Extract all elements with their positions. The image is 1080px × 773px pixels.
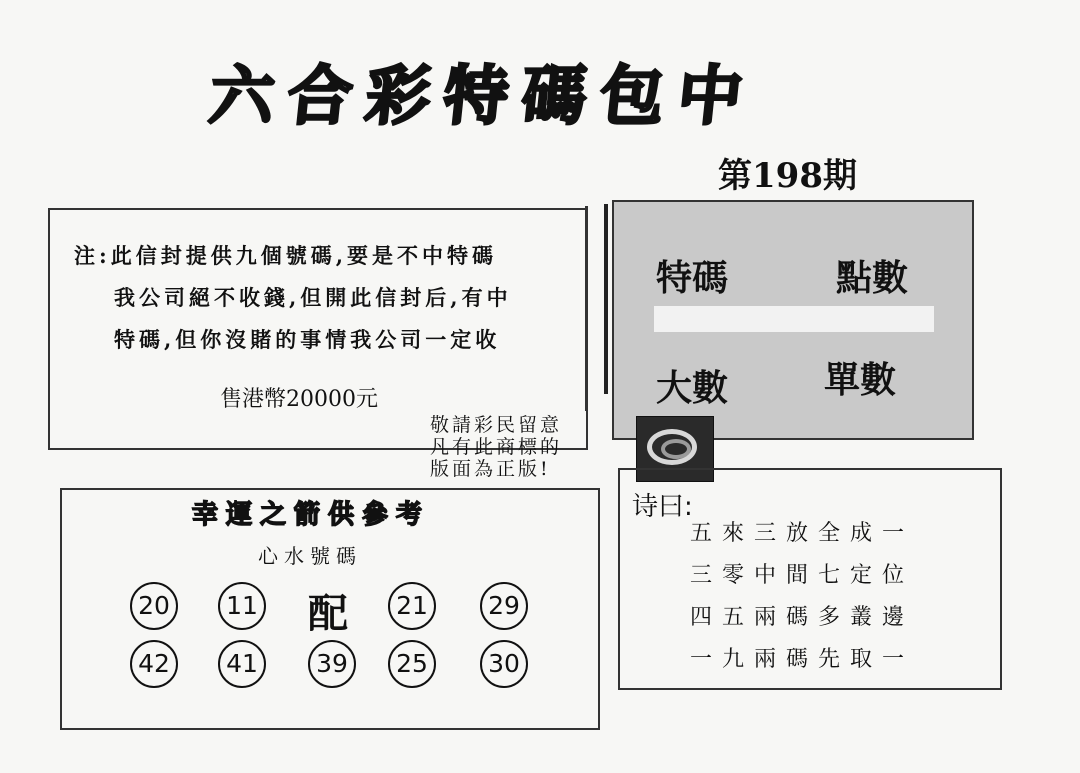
poem-box bbox=[618, 468, 1002, 690]
notice-line-1: 注:此信封提供九個號碼,要是不中特碼 bbox=[74, 243, 498, 268]
page-title: 六合彩特碼包中 bbox=[206, 59, 760, 134]
number-ball: 42 bbox=[130, 640, 178, 688]
issue-number: 第198期 bbox=[700, 152, 875, 202]
trademark-line-3: 版面為正版! bbox=[430, 458, 551, 480]
number-ball: 30 bbox=[480, 640, 528, 688]
number-ball: 29 bbox=[480, 582, 528, 630]
hint-special-code: 特碼 bbox=[656, 258, 729, 299]
hint-points: 點數 bbox=[836, 258, 909, 299]
divider bbox=[604, 204, 608, 394]
pair-label: 配 bbox=[308, 590, 348, 637]
lucky-numbers-box bbox=[60, 488, 600, 730]
poem-line-1: 五來三放全成一 bbox=[690, 521, 915, 546]
trademark-line-2: 凡有此商標的 bbox=[430, 436, 563, 458]
trademark-notice bbox=[430, 414, 620, 480]
number-ball: 21 bbox=[388, 582, 436, 630]
number-ball: 20 bbox=[130, 582, 178, 630]
number-ball: 11 bbox=[218, 582, 266, 630]
number-ball: 25 bbox=[388, 640, 436, 688]
poem-title: 诗曰: bbox=[632, 492, 693, 522]
poem-line-4: 一九兩碼先取一 bbox=[690, 647, 915, 672]
trademark-line-1: 敬請彩民留意 bbox=[430, 414, 563, 436]
hint-box bbox=[612, 200, 974, 440]
poem-line-2: 三零中間七定位 bbox=[690, 563, 915, 588]
notice-line-3: 特碼,但你沒賭的事情我公司一定收 bbox=[114, 327, 501, 352]
logo-swirl-inner bbox=[661, 439, 691, 459]
divider bbox=[585, 206, 588, 411]
number-ball: 39 bbox=[308, 640, 356, 688]
lucky-heading: 幸運之箭供參考 bbox=[192, 500, 431, 530]
price-text: 售港幣20000元 bbox=[220, 387, 378, 412]
number-ball: 41 bbox=[218, 640, 266, 688]
hint-big-number: 大數 bbox=[656, 368, 729, 409]
lucky-subheading: 心水號碼 bbox=[258, 544, 362, 568]
notice-line-2: 我公司絕不收錢,但開此信封后,有中 bbox=[114, 285, 512, 310]
divider-strip bbox=[654, 306, 934, 332]
poem-line-3: 四五兩碼多叢邊 bbox=[690, 605, 915, 630]
hint-odd-number: 單數 bbox=[824, 360, 897, 401]
